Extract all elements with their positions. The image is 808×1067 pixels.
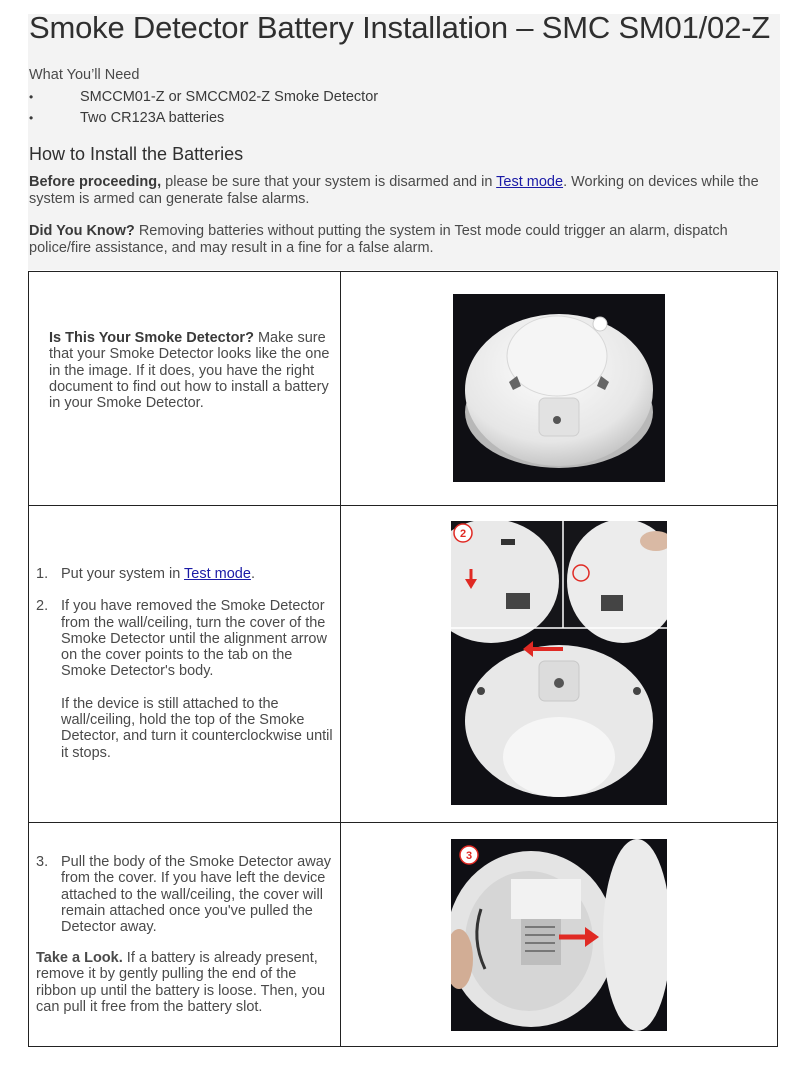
take-a-look-text: If a battery is already present, remove it by gently pulling the end of the ribbon up until the battery is loose. Then, you can pull it free from the battery slot. <box>36 950 326 1015</box>
take-a-look-paragraph <box>36 950 326 1015</box>
step-text: If you have removed the Smoke Detector from the wall/ceiling, turn the cover of the Smoke Detector until the alignment arrow on the cover points to the tab on the Smoke Detector's body. <box>61 598 327 680</box>
row1-body: Make sure that your Smoke Detector looks like the one in the image. If it does, you have the right document to find out how to install a battery in your Smoke Detector. <box>49 330 330 412</box>
row1-bold: Is This Your Smoke Detector? <box>49 330 254 346</box>
what-you-need-list <box>29 88 378 130</box>
before-text: please be sure that your system is disarmed and in <box>161 174 497 190</box>
step-text: Pull the body of the Smoke Detector away from the cover. If you have left the device attached to the wall/ceiling, the cover will remain attached once you've pulled the Detector away. <box>61 854 332 936</box>
before-bold: Before proceeding, <box>29 174 162 190</box>
smoke-detector-photo <box>453 294 665 482</box>
did-you-know-text: Removing batteries without putting the system in Test mode could trigger an alarm, dispatch police/fire assistance, and may result in a fine for a false alarm. <box>29 223 728 256</box>
did-you-know-bold: Did You Know? <box>29 223 135 239</box>
step-1 <box>36 566 336 582</box>
step-number: 3. <box>36 854 49 870</box>
page-title: Smoke Detector Battery Installation – SMC SM01/02-Z <box>29 10 770 45</box>
step-text: Put your system in <box>61 566 185 582</box>
step-text-end: . <box>250 566 255 582</box>
battery-compartment-photo <box>451 839 667 1031</box>
step-number: 2. <box>36 598 49 615</box>
how-to-heading: How to Install the Batteries <box>29 144 244 164</box>
row2-steps <box>36 566 336 777</box>
did-you-know-paragraph <box>29 223 781 256</box>
what-you-need-label: What You’ll Need <box>29 67 140 83</box>
step-text: If the device is still attached to the wall/ceiling, hold the top of the Smoke Detector, and turn it counterclockwise until it stops. <box>61 695 333 761</box>
test-mode-link[interactable]: Test mode <box>184 566 251 582</box>
step-badge-label: 3 <box>465 850 473 862</box>
column-divider <box>340 272 341 1046</box>
row-divider <box>29 822 777 823</box>
list-item: • Two CR123A batteries <box>29 109 378 130</box>
turn-cover-photo <box>451 521 667 805</box>
step-number: 1. <box>36 566 49 582</box>
instruction-table <box>28 271 778 1047</box>
take-a-look-bold: Take a Look. <box>36 950 123 966</box>
step-2 <box>36 598 336 761</box>
before-text-end: . Working on devices while the system is armed can generate false alarms. <box>29 174 759 207</box>
test-mode-link[interactable]: Test mode <box>496 174 564 190</box>
step-3 <box>36 854 336 935</box>
list-item: • SMCCM01-Z or SMCCM02-Z Smoke Detector <box>29 88 378 109</box>
row1-text <box>49 330 334 411</box>
step-badge-label: 2 <box>459 528 467 540</box>
before-proceeding-paragraph <box>29 174 781 207</box>
row3-steps <box>36 854 336 951</box>
row-divider <box>29 505 777 506</box>
